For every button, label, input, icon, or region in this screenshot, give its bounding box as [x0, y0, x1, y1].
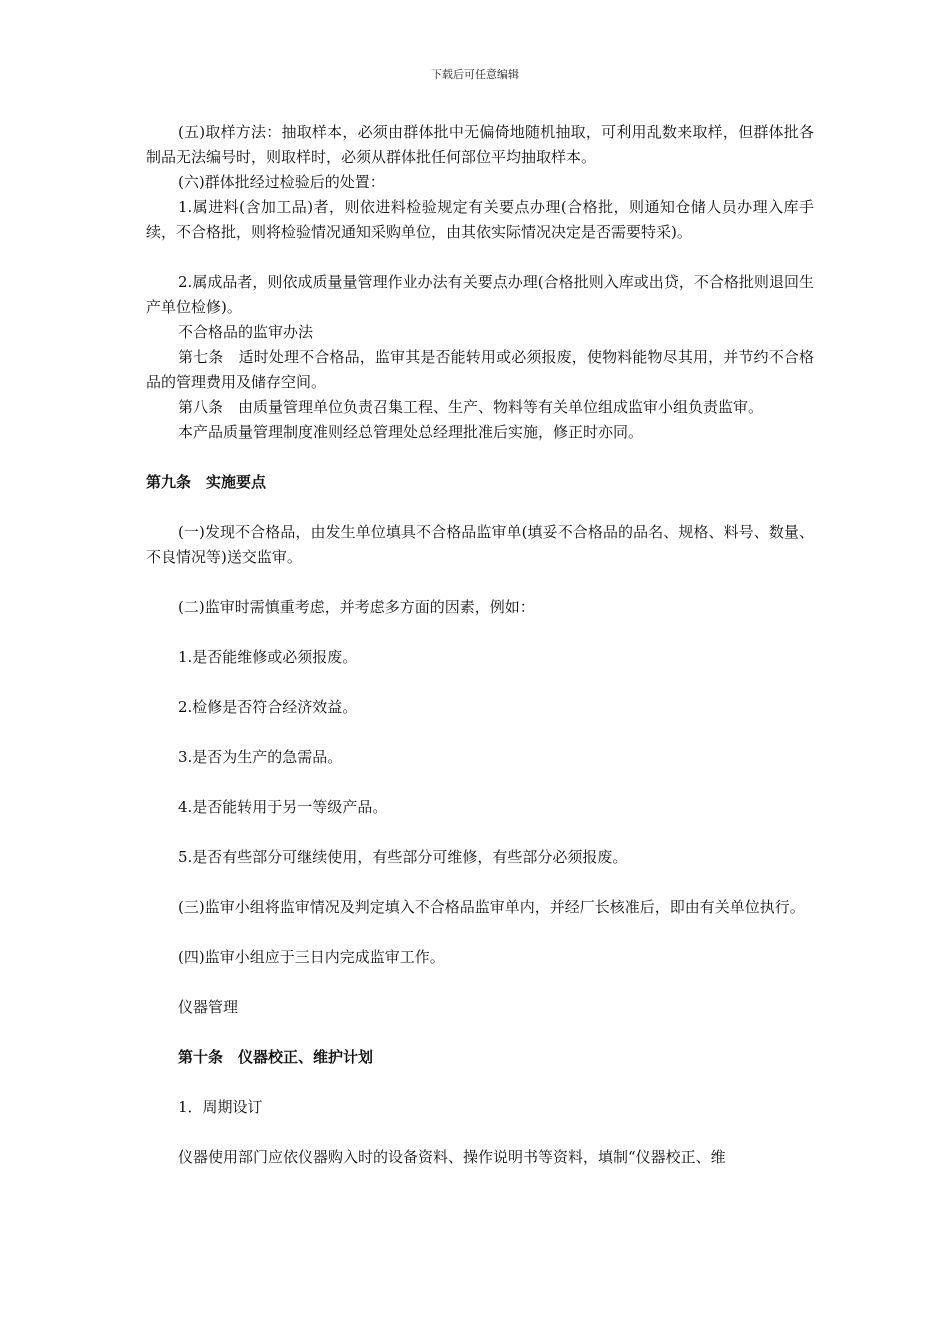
article-nine-heading: 第九条 实施要点 — [146, 473, 267, 491]
list-item: 5.是否有些部分可继续使用，有些部分可维修，有些部分必须报废。 — [178, 848, 628, 866]
paragraph-post-inspection: (六)群体批经过检验后的处置： — [178, 173, 385, 191]
paragraph-item-one: (一)发现不合格品，由发生单位填具不合格品监审单(填妥不合格品的品名、规格、料号、数量、不良情况等)送交监审。 — [146, 523, 814, 566]
page-header: 下载后可任意编辑 — [431, 68, 519, 81]
paragraph-item-two: (二)监审时需慎重考虑，并考虑多方面的因素，例如： — [178, 598, 535, 616]
section-heading-instruments: 仪器管理 — [178, 998, 239, 1016]
paragraph-cycle-setting: 1．周期设订 — [178, 1098, 263, 1116]
list-item: 1.是否能维修或必须报废。 — [178, 648, 358, 666]
list-item: 4.是否能转用于另一等级产品。 — [178, 798, 388, 816]
paragraph-incoming-material: 1.属进料(含加工品)者，则依进料检验规定有关要点办理(合格批，则通知仓储人员办理入库手续，不合格批，则将检验情况通知采购单位，由其依实际情况决定是否需要特采)。 — [146, 198, 814, 241]
paragraph-item-three: (三)监审小组将监审情况及判定填入不合格品监审单内，并经厂长核准后，即由有关单位执行。 — [178, 898, 805, 916]
article-seven: 第七条 适时处理不合格品，监审其是否能转用或必须报废，使物料能物尽其用，并节约不合格品的管理费用及储存空间。 — [146, 348, 814, 391]
document-body — [146, 120, 814, 1170]
paragraph-approval: 本产品质量管理制度准则经总管理处总经理批准后实施，修正时亦同。 — [178, 423, 644, 441]
list-item: 3.是否为生产的急需品。 — [178, 748, 343, 766]
paragraph-item-four: (四)监审小组应于三日内完成监审工作。 — [178, 948, 445, 966]
paragraph-instrument-usage: 仪器使用部门应依仪器购入时的设备资料、操作说明书等资料，填制“仪器校正、维 — [178, 1148, 726, 1166]
article-ten-heading: 第十条 仪器校正、维护计划 — [178, 1048, 374, 1066]
section-heading-nonconforming: 不合格品的监审办法 — [178, 323, 314, 341]
paragraph-sampling-method: (五)取样方法：抽取样本，必须由群体批中无偏倚地随机抽取，可利用乱数来取样，但群体批各制品无法编号时，则取样时，必须从群体批任何部位平均抽取样本。 — [146, 123, 814, 166]
list-item: 2.检修是否符合经济效益。 — [178, 698, 358, 716]
article-eight: 第八条 由质量管理单位负责召集工程、生产、物料等有关单位组成监审小组负责监审。 — [178, 398, 764, 416]
paragraph-finished-goods: 2.属成品者，则依成质量量管理作业办法有关要点办理(合格批则入库或出贷，不合格批则退回生产单位检修)。 — [146, 273, 814, 316]
